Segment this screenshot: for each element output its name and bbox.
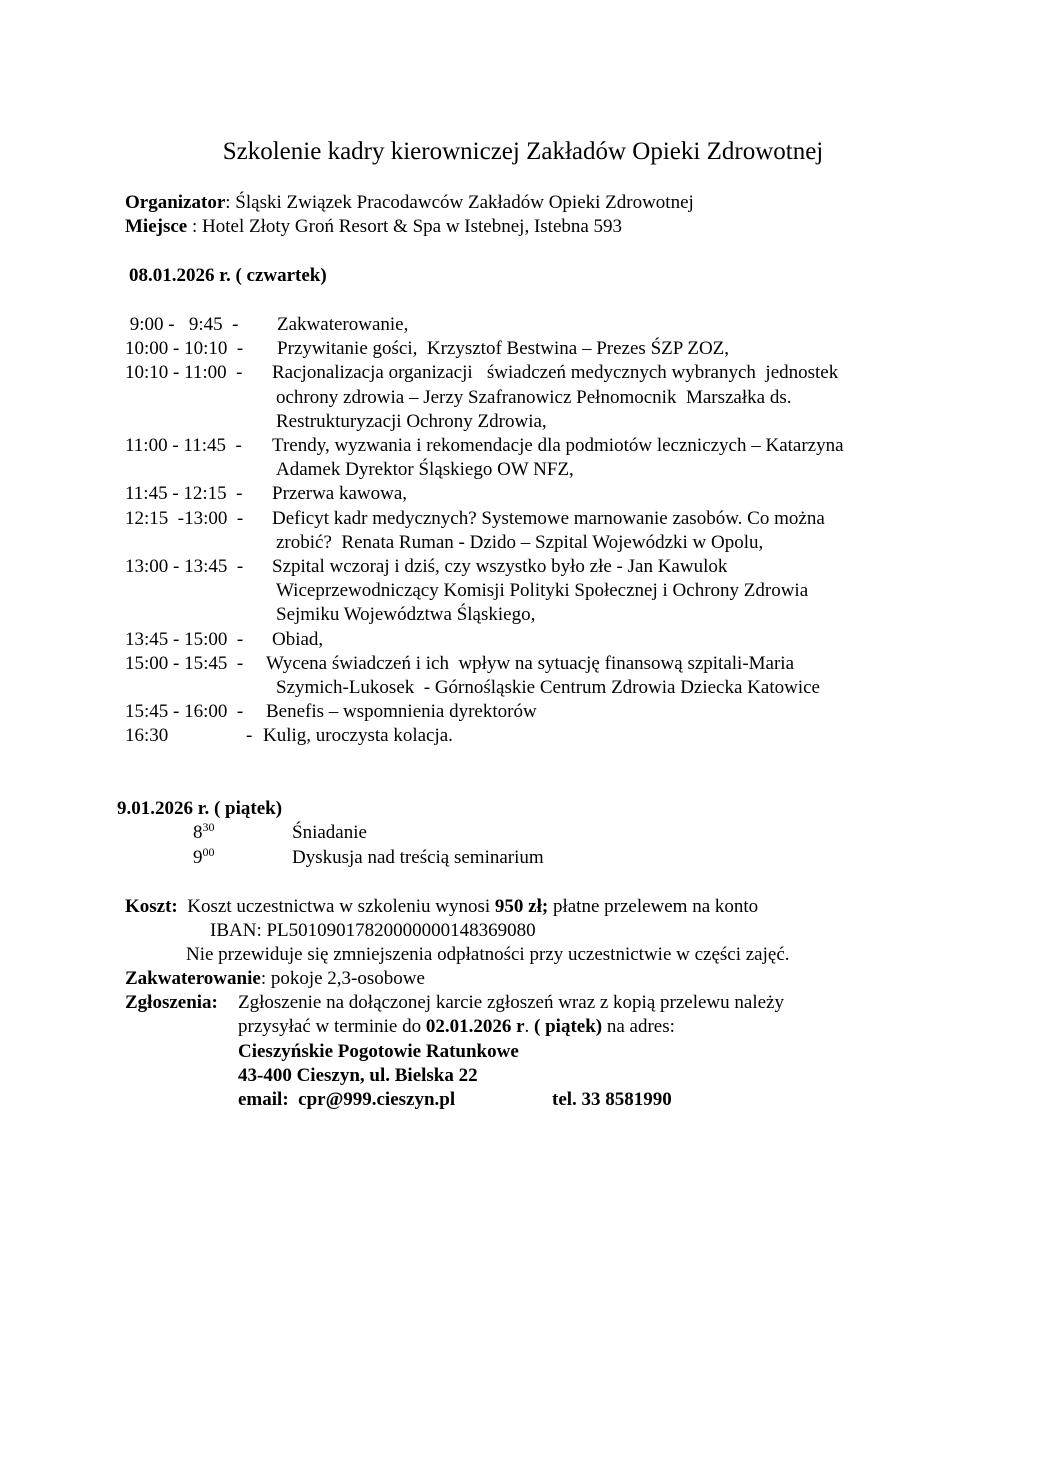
organizer-sep: : <box>225 192 236 213</box>
schedule-text: Dyskusja nad treścią seminarium <box>292 847 544 868</box>
schedule-time: 11:45 - 12:15 - <box>125 483 243 505</box>
registration-text-2: na adres: <box>602 1016 675 1037</box>
iban: IBAN: PL50109017820000000148369080 <box>210 920 536 941</box>
cost-text: Koszt uczestnictwa w szkoleniu wynosi <box>187 896 495 917</box>
schedule-text: Wycena świadczeń i ich wpływ na sytuację finansową szpitali-Maria <box>266 652 795 674</box>
schedule-time: 13:45 - 15:00 - <box>125 628 244 650</box>
accommodation-value: : pokoje 2,3-osobowe <box>260 968 425 989</box>
schedule-text: Kulig, uroczysta kolacja. <box>263 725 453 747</box>
organizer-label: Organizator <box>125 192 226 213</box>
schedule-time: 15:45 - 16:00 - <box>125 701 244 723</box>
registration-org: Cieszyńskie Pogotowie Ratunkowe <box>238 1041 519 1062</box>
time-hour: 8 <box>193 822 203 843</box>
schedule-text: Obiad, <box>272 628 324 650</box>
cost-note: Nie przewiduje się zmniejszenia odpłatności przy uczestnictwie w części zajęć. <box>186 944 790 965</box>
schedule-dash: - <box>246 725 253 747</box>
registration-line-2 <box>238 1015 675 1039</box>
schedule-text: Zakwaterowanie, <box>277 314 409 335</box>
schedule-text: Przywitanie gości, Krzysztof Bestwina – Prezes ŚZP ZOZ, <box>277 338 730 360</box>
cost-text-2: płatne przelewem na konto <box>548 896 759 917</box>
accommodation-line <box>125 967 425 991</box>
schedule-text: Szymich-Lukosek - Górnośląskie Centrum Zdrowia Dziecka Katowice <box>276 677 820 698</box>
schedule-text: Racjonalizacja organizacji świadczeń medycznych wybranych jednostek <box>272 362 839 384</box>
place-value: Hotel Złoty Groń Resort & Spa w Istebnej, Istebna 593 <box>202 216 623 237</box>
registration-deadline: 02.01.2026 r <box>425 1016 525 1037</box>
schedule-time: 11:00 - 11:45 - <box>125 435 242 456</box>
cost-label: Koszt: <box>125 896 178 917</box>
schedule-time: 13:00 - 13:45 - <box>125 556 244 577</box>
registration-email[interactable]: email: cpr@999.cieszyn.pl <box>238 1089 456 1110</box>
document-title: Szkolenie kadry kierowniczej Zakładów Opieki Zdrowotnej <box>222 138 824 165</box>
registration-phone: tel. 33 8581990 <box>552 1089 672 1110</box>
cost-amount: 950 zł; <box>494 896 549 917</box>
day1-heading: 08.01.2026 r. ( czwartek) <box>129 265 327 286</box>
place-sep: : <box>187 216 203 237</box>
schedule-text: Adamek Dyrektor Śląskiego OW NFZ, <box>276 459 574 481</box>
place-label: Miejsce <box>125 216 188 237</box>
schedule-text: Wiceprzewodniczący Komisji Polityki Społecznej i Ochrony Zdrowia <box>276 580 809 602</box>
schedule-text: Benefis – wspomnienia dyrektorów <box>266 701 537 723</box>
time-minutes: 30 <box>202 820 215 834</box>
registration-address: 43-400 Cieszyn, ul. Bielska 22 <box>238 1065 478 1086</box>
schedule-text: Deficyt kadr medycznych? Systemowe marnowanie zasobów. Co można <box>272 507 825 529</box>
organizer-value: Śląski Związek Pracodawców Zakładów Opieki Zdrowotnej <box>235 192 694 213</box>
schedule-time: 10:00 - 10:10 - <box>125 338 244 360</box>
schedule-text: zrobić? Renata Ruman - Dzido – Szpital Wojewódzki w Opolu, <box>276 531 764 553</box>
registration-sep: . <box>524 1016 535 1037</box>
cost-line <box>125 895 758 919</box>
time-minutes: 00 <box>202 845 215 859</box>
registration-text: przysyłać w terminie do <box>238 1016 426 1037</box>
place-line <box>125 215 622 239</box>
schedule-time: 9:00 - 9:45 - <box>125 314 239 335</box>
schedule-text: Sejmiku Województwa Śląskiego, <box>276 604 536 626</box>
accommodation-label: Zakwaterowanie <box>125 968 261 989</box>
schedule-text: Śniadanie <box>292 822 367 843</box>
schedule-text: Trendy, wyzwania i rekomendacje dla podmiotów leczniczych – Katarzyna <box>272 435 844 456</box>
schedule-time: 15:00 - 15:45 - <box>125 652 244 674</box>
day2-heading: 9.01.2026 r. ( piątek) <box>117 798 283 819</box>
schedule-time <box>193 846 215 870</box>
schedule-time: 12:15 -13:00 - <box>125 507 244 529</box>
time-hour: 9 <box>193 847 203 868</box>
schedule-time: 16:30 <box>125 725 169 747</box>
schedule-time <box>193 821 215 845</box>
schedule-text: Restrukturyzacji Ochrony Zdrowia, <box>276 410 547 432</box>
schedule-text: Przerwa kawowa, <box>272 483 408 505</box>
schedule-text: ochrony zdrowia – Jerzy Szafranowicz Pełnomocnik Marszałka ds. <box>276 386 792 408</box>
registration-deadline-day: ( piątek) <box>534 1016 603 1037</box>
schedule-time: 10:10 - 11:00 - <box>125 362 243 384</box>
organizer-line <box>125 191 694 215</box>
registration-label: Zgłoszenia: <box>125 992 218 1013</box>
registration-line-1: Zgłoszenie na dołączonej karcie zgłoszeń wraz z kopią przelewu należy <box>238 992 784 1013</box>
schedule-text: Szpital wczoraj i dziś, czy wszystko było złe - Jan Kawulok <box>272 556 728 577</box>
